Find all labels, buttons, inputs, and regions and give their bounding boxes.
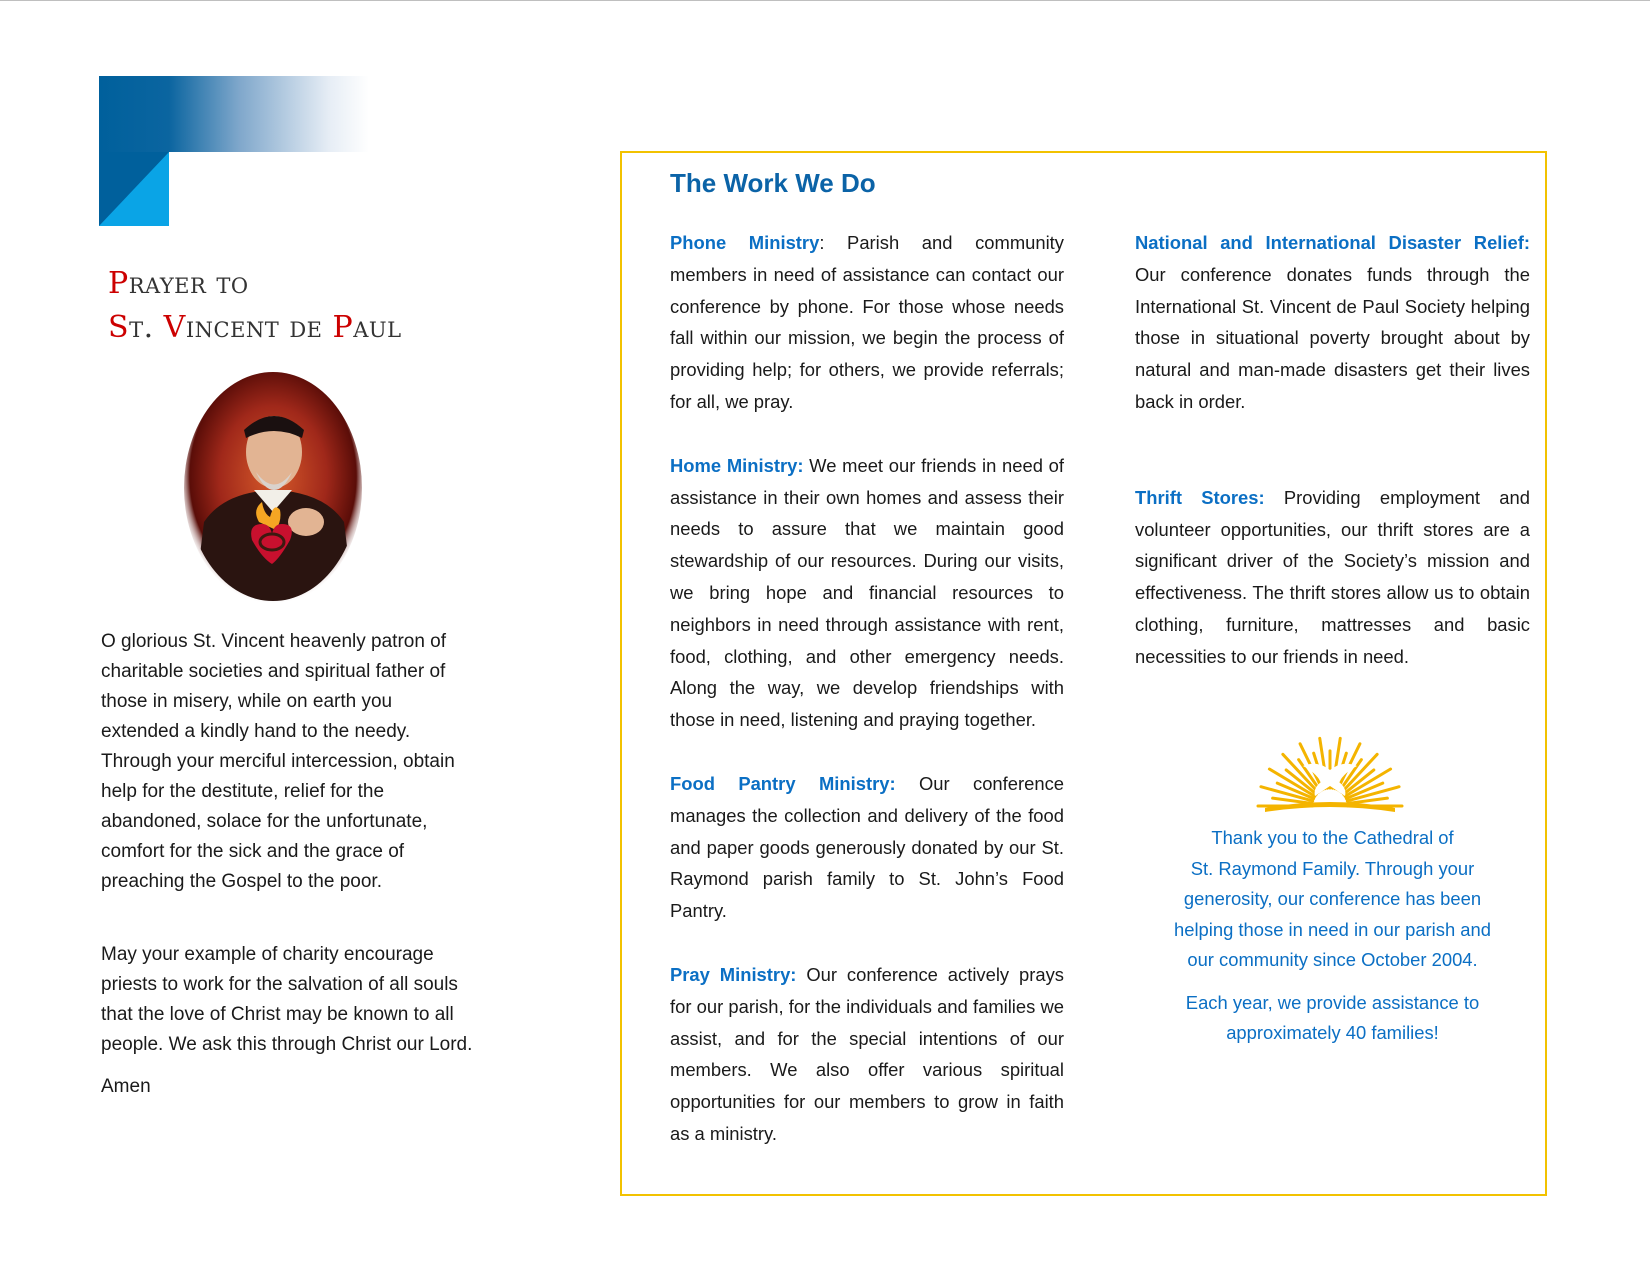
work-column-middle — [670, 227, 1064, 1150]
gradient-bar — [99, 76, 369, 152]
disaster-relief: National and International Disaster Relief: Our conference donates funds through the International St. Vincent de Paul Society helping those in situational poverty brought about by natural and man-made disasters get their lives back in order. — [1135, 232, 1530, 412]
prayer-paragraph-2: May your example of charity encourage priests to work for the salvation of all souls that the love of Christ may be known to all people. We ask this through Christ our Lord. — [101, 944, 473, 1055]
thanks-line-1: Thank you to the Cathedral of — [1211, 827, 1454, 848]
pray-ministry-label: Pray Ministry: — [670, 963, 797, 985]
prayer-text — [101, 627, 473, 1102]
thanks-line-3: generosity, our conference has been — [1183, 888, 1482, 909]
phone-ministry-label: Phone Ministry — [670, 232, 820, 253]
thanks-line-2: St. Raymond Family. Through your — [1190, 857, 1475, 879]
saint-portrait-image — [184, 372, 362, 604]
prayer-paragraph-1: O glorious St. Vincent heavenly patron of charitable societies and spiritual father of those in misery, while on earth you extended a kindly hand to the needy. Through your merciful intercession, obtain help for the destitute, relief for the abandoned, solace for the unfortunate, comfort for the sick and the grace of preaching the Gospel to the poor. — [101, 631, 455, 892]
phone-ministry: Phone Ministry: Parish and community members in need of assistance can contact our conference by phone. For those whose needs fall within our mission, we begin the process of providing help; for others, we provide referrals; for all, we pray. — [670, 232, 1064, 412]
thanks-line-6: Each year, we provide assistance to — [1185, 991, 1480, 1013]
pray-ministry: Pray Ministry: Our conference actively prays for our parish, for the individuals and families we assist, and for the special intentions of our members. We also offer various spiritual opportunities for our members to grow in faith as a ministry. — [670, 963, 1064, 1144]
corner-graphic — [99, 76, 369, 226]
dove-sunburst-icon — [1255, 730, 1405, 816]
prayer-title-line2: St. Vincent de Paul — [108, 310, 402, 345]
thanks-line-7: approximately 40 families! — [1226, 1022, 1439, 1043]
home-ministry-label: Home Ministry: — [670, 454, 804, 476]
thrift-stores-label: Thrift Stores: — [1135, 486, 1265, 508]
prayer-title-line1: Prayer to — [108, 266, 249, 301]
top-rule — [0, 0, 1650, 1]
thrift-stores: Thrift Stores: Providing employment and volunteer opportunities, our thrift stores are a significant driver of the Society’s mission and effectiveness. The thrift stores allow us to obtain clothing, furniture, mattresses and basic necessities to our friends in need. — [1135, 486, 1530, 667]
disaster-relief-label: National and International Disaster Relief: — [1135, 232, 1530, 253]
food-pantry-label: Food Pantry Ministry: — [670, 772, 896, 794]
prayer-title — [108, 262, 508, 350]
prayer-amen: Amen — [101, 1076, 151, 1097]
thanks-line-5: our community since October 2004. — [1187, 949, 1478, 970]
home-ministry: Home Ministry: We meet our friends in need of assistance in their own homes and assess their needs to assure that we maintain good stewardship of our resources. During our visits, we bring hope and financial resources to neighbors in need through assistance with rent, food, clothing, and other emergency needs. Along the way, we develop friendships with those in need, listening and praying together. — [670, 454, 1064, 731]
work-title: The Work We Do — [670, 168, 876, 198]
food-pantry-ministry: Food Pantry Ministry: Our conference manages the collection and delivery of the food and paper goods generously donated by our St. Raymond parish family to St. John’s Food Pantry. — [670, 772, 1064, 922]
thanks-line-4: helping those in need in our parish and — [1174, 918, 1491, 940]
thank-you-note — [1150, 823, 1515, 1049]
work-column-right — [1135, 227, 1530, 673]
